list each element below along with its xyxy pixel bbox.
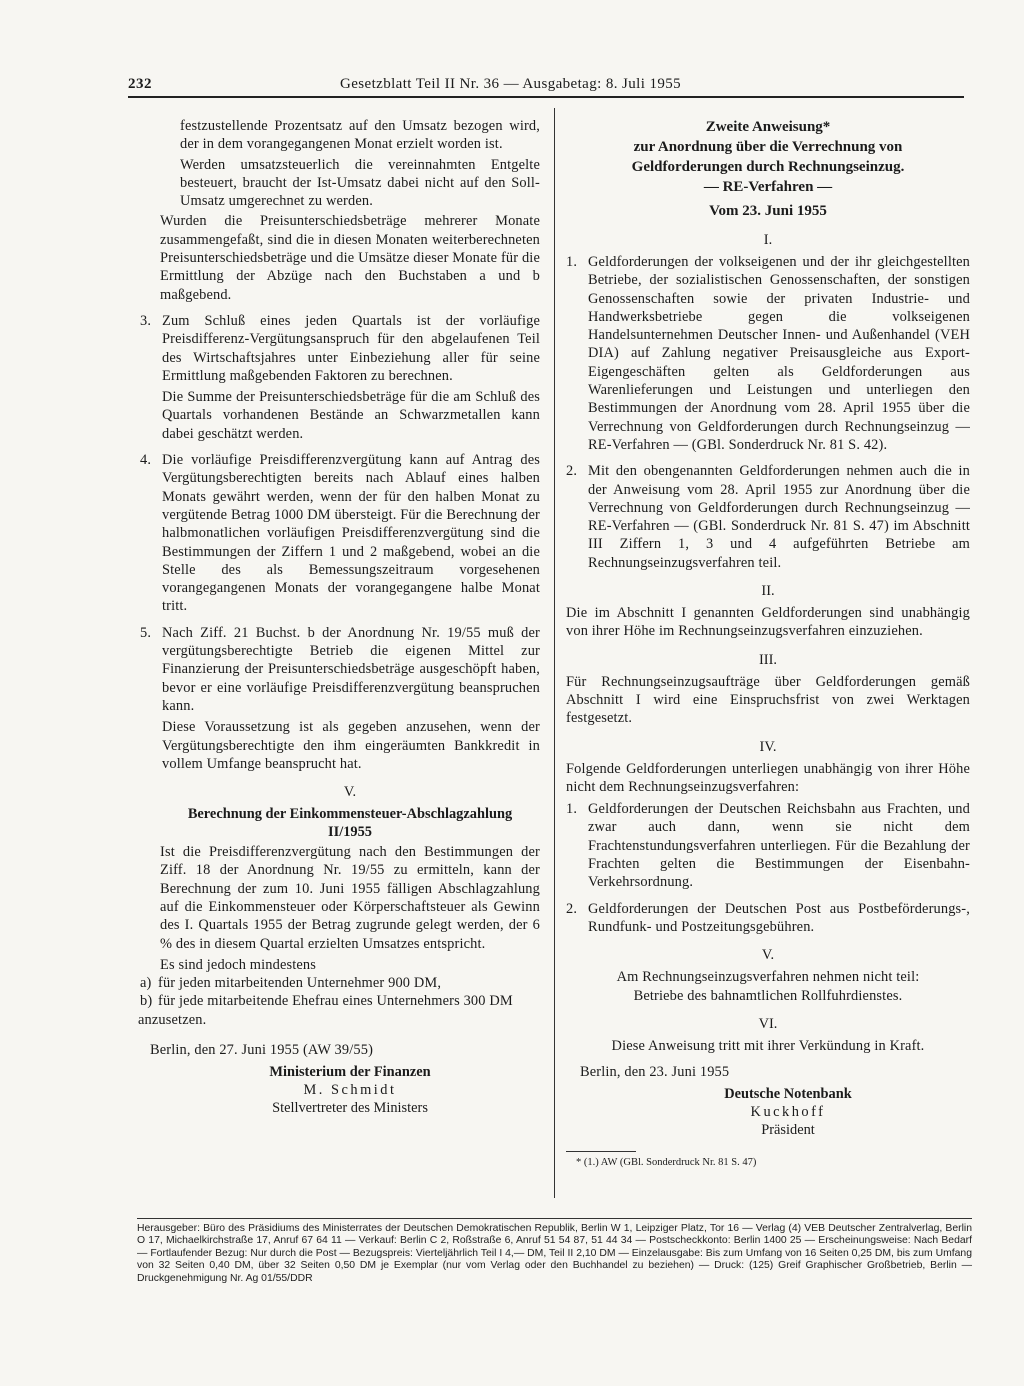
paragraph: Geldforderungen der Deutschen Post aus Postbeförderungs-, Rundfunk- und Postzeitungsgebühren. xyxy=(588,900,970,935)
list-item xyxy=(140,451,540,616)
column-divider xyxy=(554,108,555,1198)
section-number: V. xyxy=(761,947,775,964)
section-number: III. xyxy=(759,651,777,668)
item-letter: a) xyxy=(140,975,152,992)
paragraph: Es sind jedoch mindestens xyxy=(160,956,317,973)
publisher-imprint: Herausgeber: Büro des Präsidiums des Ministerrates der Deutschen Demokratischen Republik, Berlin W 1, Leipziger Platz, Tor 16 — Verlag (4) VEB Deutscher Zentralverlag, Berlin O 17, Michaelkirchstraße 17, Anruf 67 64 11 — Verkauf: Berlin C 2, Roßstraße 6, Anruf 51 54 87, 51 44 34 — Postscheckkonto: Berlin 1400 25 — Erscheinungsweise: Nach Bedarf — Fortlaufender Bezug: Nur durch die Post — Bezugspreis: Vierteljährlich Teil I 4,— DM, Teil II 2,10 DM — Einzelausgabe: Bis zum Umfang von 16 Seiten 0,25 DM, bis zum Umfang von 32 Seiten 0,40 DM, über 32 Seiten 0,50 DM je Exemplar (nur vom Verlag oder den Buchhandel zu beziehen) — Druck: (125) Greif Graphischer Großbetrieb, Berlin — Druckgenehmigung Nr. Ag 01/55/DDR xyxy=(137,1218,972,1285)
paragraph: Für Rechnungseinzugsaufträge über Geldforderungen gemäß Abschnitt I wird eine Einspruchsfrist von zwei Werktagen festgesetzt. xyxy=(566,673,970,727)
signer-role: Präsident xyxy=(761,1122,815,1139)
left-column xyxy=(138,117,540,1117)
paragraph: Folgende Geldforderungen unterliegen unabhängig von ihrer Höhe nicht dem Rechnungseinzugsverfahren: xyxy=(566,760,970,795)
section-title: Berechnung der Einkommensteuer-Abschlagzahlung II/1955 xyxy=(187,806,513,841)
section-number: VI. xyxy=(758,1015,778,1032)
paragraph: Mit den obengenannten Geldforderungen nehmen auch die in der Anweisung vom 28. April 1955 zur Anordnung über die Verrechnung von Geldforderungen durch Rechnungseinzug — RE-Verfahren — (GBl. Sonderdruck Nr. 81 S. 47) im Abschnitt III Ziffern 1, 3 und 4 aufgeführten Betriebe am Rechnungseinzugsverfahren teil. xyxy=(588,463,970,571)
paragraph: Die im Abschnitt I genannten Geldforderungen sind unabhängig von ihrer Höhe im Rechnungseinzugsverfahren einzuziehen. xyxy=(566,605,970,640)
right-column xyxy=(566,117,970,1170)
bank-name: Deutsche Notenbank xyxy=(724,1086,852,1103)
paragraph: Die Summe der Preisunterschiedsbeträge für die am Schluß des Quartals vorhandenen Bestände an Schwarzmetallen kann dabei geschätzt werden. xyxy=(162,389,540,442)
document-title: zur Anordnung über die Verrechnung von xyxy=(633,139,903,155)
paragraph: Am Rechnungseinzugsverfahren nehmen nicht teil: xyxy=(616,969,920,986)
document-title: Geldforderungen durch Rechnungseinzug. xyxy=(631,159,905,175)
document-title: — RE-Verfahren — xyxy=(703,179,833,195)
continuation-block xyxy=(160,117,540,210)
paragraph: Werden umsatzsteuerlich die vereinnahmten Entgelte besteuert, braucht der Ist-Umsatz dabei nicht auf den Soll-Umsatz umgerechnet zu werden. xyxy=(180,156,540,210)
page-number: 232 xyxy=(128,76,152,92)
paragraph: Zum Schluß eines jeden Quartals ist der vorläufige Preisdifferenz-Vergütungsanspruch für den abgelaufenen Teil des Wirtschaftsjahres unter Einbeziehung aller für seine Ermittlung maßgebenden Faktoren zu berechnen. xyxy=(162,312,540,384)
paragraph: festzustellende Prozentsatz auf den Umsatz bezogen wird, der in dem vorangegangenen Monat erzielt worden ist. xyxy=(180,118,540,153)
item-number: 2. xyxy=(566,900,578,917)
list-item xyxy=(140,624,540,773)
list-item xyxy=(566,253,970,454)
paragraph: Diese Voraussetzung ist als gegeben anzusehen, wenn der Vergütungsberechtigte den ihm eingeräumten Bankkredit in vollem Umfange beansprucht hat. xyxy=(162,719,540,772)
list-item xyxy=(140,992,540,1010)
signer-name: Kuckhoff xyxy=(750,1104,826,1121)
footnote: * (1.) AW (GBl. Sonderdruck Nr. 81 S. 47) xyxy=(576,1157,757,1169)
item-number: 4. xyxy=(140,452,152,469)
list-item xyxy=(566,800,970,891)
paragraph: Betriebe des bahnamtlichen Rollfuhrdienstes. xyxy=(633,987,903,1004)
item-number: 5. xyxy=(140,624,152,641)
footnote-rule xyxy=(566,1151,636,1152)
paragraph: für jede mitarbeitende Ehefrau eines Unternehmers 300 DM xyxy=(158,993,513,1010)
list-item xyxy=(566,900,970,937)
signer-name: M. Schmidt xyxy=(303,1082,397,1099)
paragraph: Ist die Preisdifferenzvergütung nach den Bestimmungen der Ziff. 18 der Anordnung Nr. 19/55 zu ermitteln, kann der Berechnung der zum 10. Juni 1955 fälligen Abschlagzahlung auf die Einkommensteuer oder Körperschaftsteuer als Gewinn des I. Quartals 1955 der Betrag zugrunde gelegt werden, der 6 % des in diesem Quartal erzielten Umsatzes entspricht. xyxy=(160,844,540,952)
paragraph: Die vorläufige Preisdifferenzvergütung kann auf Antrag des Vergütungsberechtigten bereits nach Ablauf eines halben Monats gewährt werden, wenn der für den halben Monat zu vergütende Betrag 1000 DM übersteigt. Für die Berechnung der halbmonatlichen vorläufigen Preisdifferenzvergütung sind die Bestimmungen der Ziffern 1 und 2 maßgebend, wobei an die Stelle des als Bemessungszeitraum vorgesehenen vorangegangenen Monats der vorangegangene halbe Monat tritt. xyxy=(162,452,540,615)
paragraph: anzusetzen. xyxy=(138,1011,207,1028)
paragraph: Geldforderungen der Deutschen Reichsbahn aus Frachten, und zwar auch dann, wenn sie nicht dem Frachtenstundungsverfahren unterliegen. Für die Bezahlung der Frachten gelten die Bestimmungen der Eisenbahn-Verkehrsordnung. xyxy=(588,801,970,891)
page-header xyxy=(128,76,964,98)
section-number: I. xyxy=(763,232,773,248)
document-date-title: Vom 23. Juni 1955 xyxy=(709,203,827,219)
paragraph: für jeden mitarbeitenden Unternehmer 900 DM, xyxy=(158,975,442,992)
ministry-name: Ministerium der Finanzen xyxy=(269,1064,431,1081)
document-title: Zweite Anweisung* xyxy=(705,119,831,135)
date-line: Berlin, den 27. Juni 1955 (AW 39/55) xyxy=(150,1042,374,1059)
item-number: 3. xyxy=(140,312,152,329)
item-number: 1. xyxy=(566,801,578,818)
section-number: V. xyxy=(343,784,357,801)
paragraph: Nach Ziff. 21 Buchst. b der Anordnung Nr. 19/55 muß der vergütungsberechtigte Betrieb die eigenen Mittel zur Finanzierung der Preisunterschiedsbeträge ausgeschöpft haben, bevor er eine vorläufige Preisdifferenzvergütung beanspruchen kann. xyxy=(162,624,540,714)
paragraph: Diese Anweisung tritt mit ihrer Verkündung in Kraft. xyxy=(611,1037,925,1054)
list-item xyxy=(140,974,540,992)
item-number: 1. xyxy=(566,254,578,270)
list-item xyxy=(140,312,540,443)
list-item xyxy=(566,462,970,572)
running-title: Gesetzblatt Teil II Nr. 36 — Ausgabetag: 8. Juli 1955 xyxy=(340,76,682,92)
paragraph: Wurden die Preisunterschiedsbeträge mehrerer Monate zusammengefaßt, sind die in diesen Monaten weiterberechneten Preisunterschiedsbeträge und die Umsätze dieser Monate für die Ermittlung der Abzüge nach den Buchstaben a und b maßgebend. xyxy=(160,213,540,303)
signer-role: Stellvertreter des Ministers xyxy=(272,1100,428,1117)
section-number: II. xyxy=(761,583,775,600)
paragraph: Geldforderungen der volkseigenen und der ihr gleichgestellten Betriebe, der sozialistischen Genossenschaften, der sonstigen Genossenschaften sowie der privaten Industrie- und Handwerksbetriebe gegen die volkseigenen Handelsunternehmen Deutscher Innen- und Außenhandel (VEH DIA) auf Zahlung negativer Preisausgleiche aus Export-Eigengeschäften gelten als Geldforderungen aus Warenlieferungen und Leistungen und unterliegen den Bestimmungen der Anordnung vom 28. April 1955 über die Verrechnung von Geldforderungen durch Rechnungseinzug — RE-Verfahren — (GBl. Sonderdruck Nr. 81 S. 42). xyxy=(588,254,970,453)
item-letter: b) xyxy=(140,993,153,1010)
section-number: IV. xyxy=(759,738,777,755)
item-number: 2. xyxy=(566,463,578,480)
date-line: Berlin, den 23. Juni 1955 xyxy=(580,1064,730,1081)
